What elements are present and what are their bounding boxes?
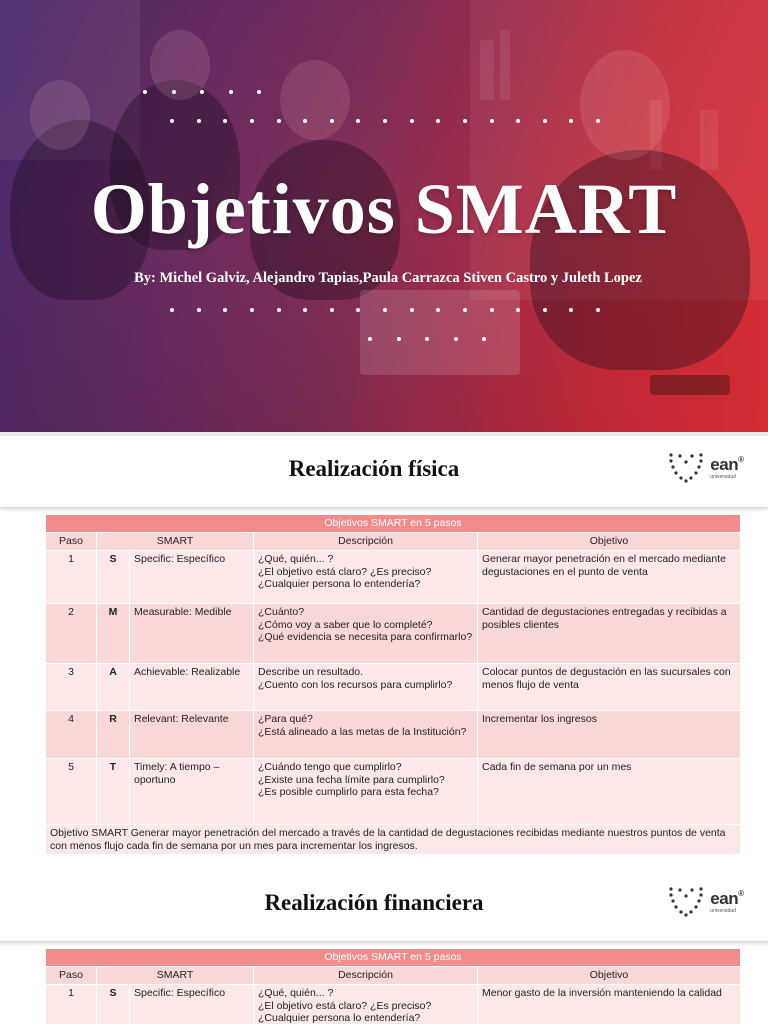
description-line: ¿Es posible cumplirlo para esta fecha? bbox=[258, 786, 439, 799]
title-slide bbox=[0, 0, 768, 432]
ean-logo-icon bbox=[668, 886, 704, 918]
step-number: 1 bbox=[46, 550, 97, 603]
step-number: 2 bbox=[46, 603, 97, 663]
description-line: ¿Cuento con los recursos para cumplirlo? bbox=[258, 678, 453, 691]
slide-title: Realización física bbox=[288, 456, 460, 481]
laptop-shape bbox=[360, 290, 520, 375]
presentation-title: Objetivos SMART bbox=[90, 169, 678, 249]
description-line: ¿Para qué? bbox=[258, 712, 313, 725]
description-line: ¿Está alineado a las metas de la Institución? bbox=[258, 725, 467, 738]
person-head bbox=[30, 80, 90, 150]
ean-logo bbox=[668, 886, 744, 918]
table-row bbox=[46, 663, 741, 710]
slide-realizacion-fisica bbox=[0, 436, 768, 870]
table-row bbox=[46, 550, 741, 603]
header-objetivo: Objetivo bbox=[478, 966, 741, 984]
description-line: ¿Qué, quién... ? bbox=[258, 986, 334, 999]
smart-criterion: Measurable: Medible bbox=[130, 603, 254, 663]
description-cell bbox=[254, 984, 478, 1024]
smart-criterion: Timely: A tiempo – oportuno bbox=[130, 758, 254, 824]
description-line: ¿Cuánto? bbox=[258, 605, 305, 618]
slide-title: Realización financiera bbox=[264, 890, 484, 915]
header-descripcion: Descripción bbox=[254, 532, 478, 550]
smart-criterion: Specific: Específico bbox=[130, 984, 254, 1024]
description-line: ¿Cualquier persona lo entendería? bbox=[258, 1012, 421, 1024]
book-shape bbox=[700, 110, 718, 170]
logo-subtitle: universidad bbox=[710, 474, 736, 480]
description-line: ¿El objetivo está claro? ¿Es preciso? bbox=[258, 999, 432, 1012]
authors-line: By: Michel Galviz, Alejandro Tapias,Paula Carrazca Stiven Castro y Juleth Lopez bbox=[134, 270, 642, 286]
header-paso: Paso bbox=[46, 532, 97, 550]
book-shape bbox=[480, 40, 494, 100]
objective-cell: Cada fin de semana por un mes bbox=[478, 758, 741, 824]
logo-subtitle: universidad bbox=[710, 908, 736, 914]
table-row bbox=[46, 984, 741, 1024]
smart-letter: A bbox=[97, 663, 130, 710]
table-header-row bbox=[46, 532, 741, 550]
description-line: ¿Cualquier persona lo entendería? bbox=[258, 578, 421, 591]
header-descripcion: Descripción bbox=[254, 966, 478, 984]
description-cell bbox=[254, 710, 478, 758]
description-line: ¿Existe una fecha límite para cumplirlo? bbox=[258, 773, 445, 786]
header-smart: SMART bbox=[97, 532, 254, 550]
table-row bbox=[46, 758, 741, 824]
person-head bbox=[580, 50, 670, 160]
smart-letter: R bbox=[97, 710, 130, 758]
smart-table bbox=[45, 948, 741, 1024]
logo-word: ean bbox=[710, 455, 739, 474]
step-number: 4 bbox=[46, 710, 97, 758]
objective-cell: Incrementar los ingresos bbox=[478, 710, 741, 758]
smart-letter: T bbox=[97, 758, 130, 824]
header-smart: SMART bbox=[97, 966, 254, 984]
description-line: ¿El objetivo está claro? ¿Es preciso? bbox=[258, 565, 432, 578]
objective-cell: Colocar puntos de degustación en las sucursales con menos flujo de venta bbox=[478, 663, 741, 710]
description-line: ¿Qué evidencia se necesita para confirmarlo? bbox=[258, 631, 473, 644]
table-row bbox=[46, 710, 741, 758]
smart-letter: S bbox=[97, 550, 130, 603]
smart-criterion: Relevant: Relevante bbox=[130, 710, 254, 758]
description-line: Describe un resultado. bbox=[258, 665, 364, 678]
objective-cell: Cantidad de degustaciones entregadas y recibidas a posibles clientes bbox=[478, 603, 741, 663]
slide-header bbox=[0, 870, 768, 942]
description-cell bbox=[254, 663, 478, 710]
smart-objective-summary: Objetivo SMART Generar mayor penetración del mercado a través de la cantidad de degustaciones recibidas mediante nuestros puntos de venta con menos flujo cada fin de semana por un mes para incrementar los ingresos. bbox=[46, 824, 741, 855]
slide-realizacion-financiera bbox=[0, 870, 768, 1024]
logo-registered: ® bbox=[738, 889, 744, 898]
smart-criterion: Specific: Específico bbox=[130, 550, 254, 603]
table-row bbox=[46, 603, 741, 663]
header-objetivo: Objetivo bbox=[478, 532, 741, 550]
decorative-dots bbox=[143, 90, 261, 94]
smart-letter: M bbox=[97, 603, 130, 663]
phone-shape bbox=[650, 375, 730, 395]
table-caption: Objetivos SMART en 5 pasos bbox=[46, 949, 741, 967]
decorative-dots bbox=[170, 119, 600, 123]
step-number: 3 bbox=[46, 663, 97, 710]
description-line: ¿Cuándo tengo que cumplirlo? bbox=[258, 760, 402, 773]
ean-logo bbox=[668, 452, 744, 484]
step-number: 5 bbox=[46, 758, 97, 824]
summary-row bbox=[46, 824, 741, 855]
table-header-row bbox=[46, 966, 741, 984]
description-cell bbox=[254, 758, 478, 824]
description-cell bbox=[254, 550, 478, 603]
decorative-dots bbox=[368, 337, 486, 341]
description-cell bbox=[254, 603, 478, 663]
smart-table bbox=[45, 514, 741, 855]
smart-criterion: Achievable: Realizable bbox=[130, 663, 254, 710]
step-number: 1 bbox=[46, 984, 97, 1024]
smart-letter: S bbox=[97, 984, 130, 1024]
header-paso: Paso bbox=[46, 966, 97, 984]
logo-word: ean bbox=[710, 889, 739, 908]
description-line: ¿Qué, quién... ? bbox=[258, 552, 334, 565]
decorative-dots bbox=[170, 308, 600, 312]
book-shape bbox=[500, 30, 510, 100]
description-line: ¿Cómo voy a saber que lo completé? bbox=[258, 618, 433, 631]
table-caption: Objetivos SMART en 5 pasos bbox=[46, 515, 741, 533]
objective-cell: Generar mayor penetración en el mercado mediante degustaciones en el punto de venta bbox=[478, 550, 741, 603]
logo-registered: ® bbox=[738, 455, 744, 464]
ean-logo-icon bbox=[668, 452, 704, 484]
objective-cell: Menor gasto de la inversión manteniendo la calidad bbox=[478, 984, 741, 1024]
person-head bbox=[280, 60, 350, 140]
slide-header bbox=[0, 436, 768, 508]
